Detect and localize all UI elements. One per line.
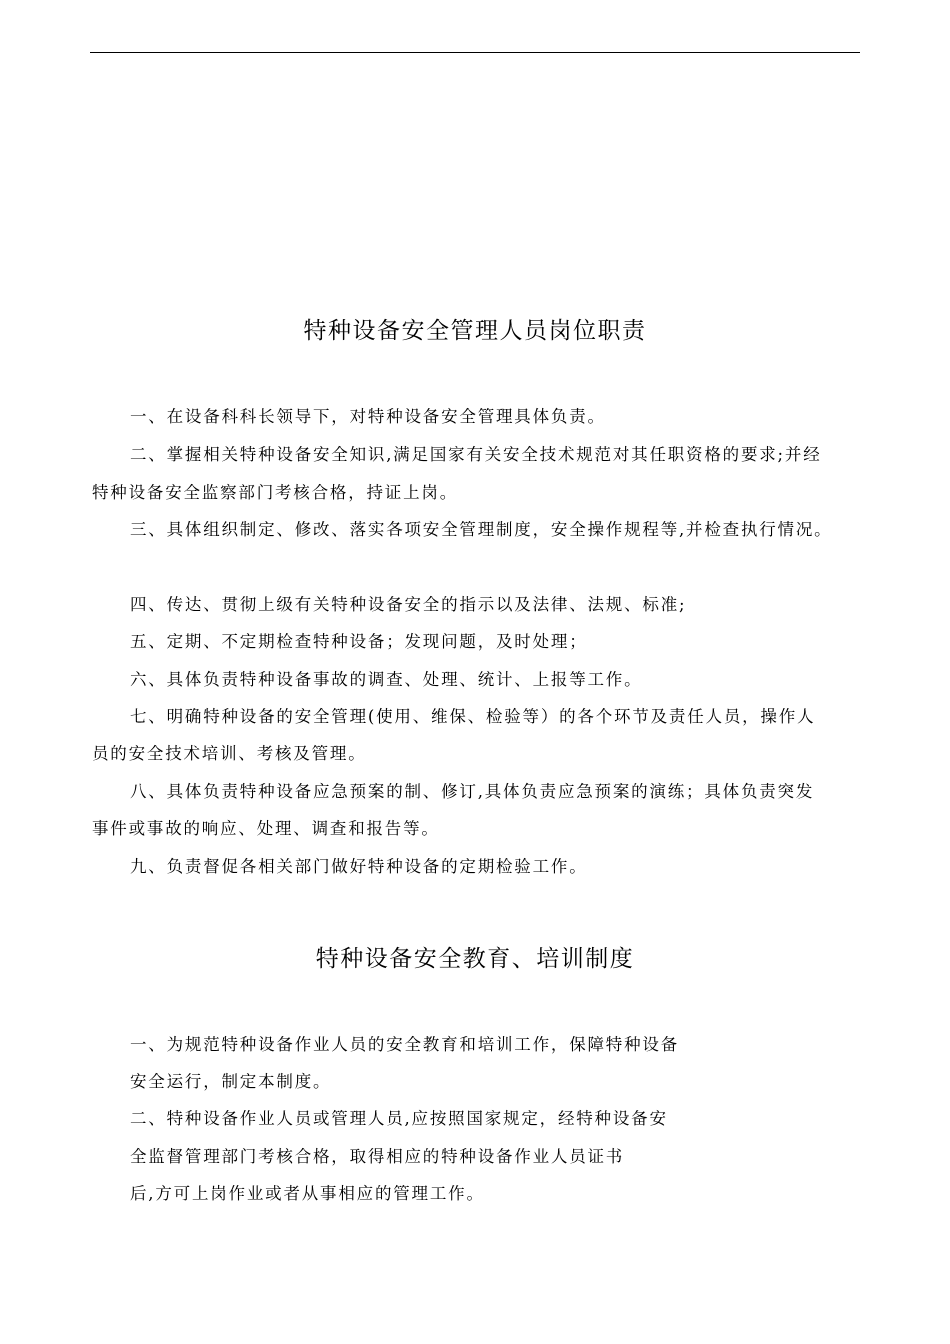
paragraph-line: 九、负责督促各相关部门做好特种设备的定期检验工作。 bbox=[130, 857, 588, 876]
paragraph-line: 全监督管理部门考核合格，取得相应的特种设备作业人员证书 bbox=[130, 1147, 625, 1166]
paragraph-line: 五、定期、不定期检查特种设备；发现问题，及时处理； bbox=[130, 632, 588, 651]
paragraph-line: 事件或事故的响应、处理、调查和报告等。 bbox=[92, 819, 440, 838]
paragraph-line: 二、掌握相关特种设备安全知识,满足国家有关安全技术规范对其任职资格的要求;并经 bbox=[130, 445, 822, 464]
paragraph-line: 员的安全技术培训、考核及管理。 bbox=[92, 744, 367, 763]
section-title-training: 特种设备安全教育、培训制度 bbox=[315, 946, 635, 972]
paragraph-line: 一、在设备科科长领导下，对特种设备安全管理具体负责。 bbox=[130, 407, 606, 426]
section-title-responsibilities: 特种设备安全管理人员岗位职责 bbox=[303, 318, 647, 344]
paragraph-line: 四、传达、贯彻上级有关特种设备安全的指示以及法律、法规、标准; bbox=[130, 595, 687, 614]
paragraph-line: 三、具体组织制定、修改、落实各项安全管理制度，安全操作规程等,并检查执行情况。 bbox=[130, 520, 833, 539]
paragraph-line: 二、特种设备作业人员或管理人员,应按照国家规定，经特种设备安 bbox=[130, 1109, 668, 1128]
paragraph-line: 八、具体负责特种设备应急预案的制、修订,具体负责应急预案的演练；具体负责突发 bbox=[130, 782, 815, 801]
paragraph-line: 特种设备安全监察部门考核合格，持证上岗。 bbox=[92, 483, 458, 502]
header-rule bbox=[90, 52, 860, 53]
paragraph-line: 安全运行，制定本制度。 bbox=[130, 1072, 332, 1091]
paragraph-line: 一、为规范特种设备作业人员的安全教育和培训工作，保障特种设备 bbox=[130, 1035, 679, 1054]
paragraph-line: 后,方可上岗作业或者从事相应的管理工作。 bbox=[130, 1184, 485, 1203]
paragraph-line: 七、明确特种设备的安全管理(使用、维保、检验等）的各个环节及责任人员，操作人 bbox=[130, 707, 816, 726]
paragraph-line: 六、具体负责特种设备事故的调查、处理、统计、上报等工作。 bbox=[130, 670, 643, 689]
